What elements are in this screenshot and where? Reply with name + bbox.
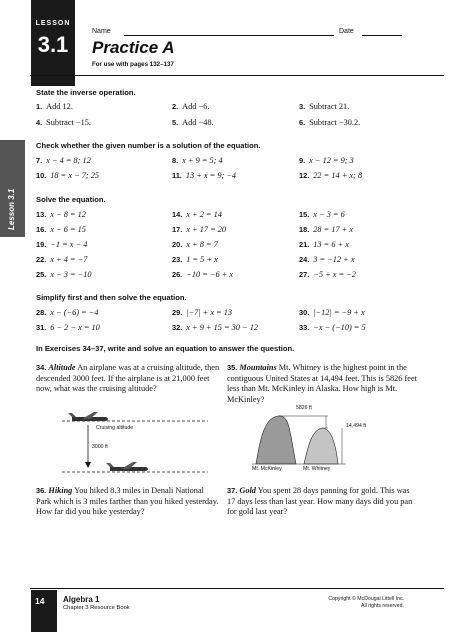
problem-7 [36, 156, 91, 165]
height-label: 14,494 ft [346, 423, 367, 429]
problem-number: 14. [172, 210, 183, 219]
page-number: 14 [35, 596, 45, 606]
problem-5 [172, 118, 214, 127]
problem-text: x − 3 = −10 [50, 270, 92, 279]
descent-label: 3000 ft [92, 444, 108, 450]
problem-text: 1 = 5 + x [186, 255, 218, 264]
problem-text: −10 = −6 + x [186, 270, 234, 279]
section-heading-solve: Solve the equation. [36, 195, 106, 204]
problem-text: x − 12 = 9; 3 [309, 156, 354, 165]
copyright-line: Copyright © McDougal Littell Inc. [328, 596, 404, 602]
problem-35 [227, 363, 417, 405]
problem-text: You hiked 8.3 miles in Denali National Park which is 3 miles farther than you hiked yesterday. How far did you hike yesterday? [36, 486, 219, 517]
problem-number: 27. [299, 270, 310, 279]
problem-number: 16. [36, 225, 47, 234]
problem-text: x + 8 = 7 [186, 240, 218, 249]
problem-number: 6. [299, 118, 306, 127]
problem-10 [36, 171, 99, 180]
problem-number: 30. [299, 308, 310, 317]
problem-30 [299, 308, 365, 317]
problem-37 [227, 486, 417, 518]
problem-number: 31. [36, 323, 47, 332]
problem-label: Mountains [239, 363, 277, 372]
problem-text: 28 = 17 + x [313, 225, 354, 234]
problem-23 [172, 255, 218, 264]
problem-1 [36, 102, 73, 111]
rights-line: All rights reserved. [361, 603, 404, 609]
airplane-figure [58, 412, 218, 480]
problem-22 [36, 255, 87, 264]
book-title: Algebra 1 [63, 595, 100, 604]
cruising-altitude-label: Cruising altitude [96, 425, 134, 431]
problem-text: x + 9 = 5; 4 [182, 156, 223, 165]
problem-number: 11. [172, 171, 182, 180]
problem-number: 32. [172, 323, 183, 332]
problem-number: 33. [299, 323, 310, 332]
problem-text: You spent 28 days panning for gold. This was 17 days less than last year. How many days did you pan for gold last year? [227, 486, 413, 517]
problem-number: 19. [36, 240, 47, 249]
header-divider [30, 75, 444, 76]
problem-number: 12. [299, 171, 310, 180]
problem-number: 1. [36, 102, 43, 111]
side-tab [0, 140, 25, 237]
problem-number: 7. [36, 156, 43, 165]
problem-18 [299, 225, 353, 234]
problem-number: 35. [227, 363, 238, 372]
problem-number: 26. [172, 270, 183, 279]
problem-9 [299, 156, 354, 165]
problem-33 [299, 323, 366, 332]
page-title: Practice A [92, 38, 175, 57]
difference-label: 5826 ft [296, 405, 312, 411]
problem-text: −x − (−10) = 5 [313, 323, 366, 332]
chapter-label: Chapter 3 Resource Book [63, 605, 130, 611]
problem-text: Add −48. [182, 118, 214, 127]
problem-15 [299, 210, 345, 219]
problem-number: 9. [299, 156, 306, 165]
problem-number: 37. [227, 486, 238, 495]
problem-text: −1 = x − 4 [50, 240, 88, 249]
problem-21 [299, 240, 349, 249]
problem-13 [36, 210, 86, 219]
problem-number: 25. [36, 270, 47, 279]
problem-text: An airplane was at a cruising altitude, then descended 3000 feet. If the airplane is at 21,000 feet now, what was the cruising altitude? [36, 363, 220, 394]
problem-number: 34. [36, 363, 47, 372]
problem-number: 18. [299, 225, 310, 234]
problem-36 [36, 486, 220, 518]
mountain-figure [250, 410, 400, 466]
page-number-box [31, 590, 57, 632]
problem-16 [36, 225, 86, 234]
airplane-top-icon [68, 412, 108, 421]
section-heading-inverse: State the inverse operation. [36, 88, 136, 97]
airplane-bottom-icon [106, 462, 148, 471]
problem-27 [299, 270, 356, 279]
page-subtitle: For use with pages 132–137 [92, 61, 174, 68]
problem-34 [36, 363, 220, 395]
problem-29 [172, 308, 232, 317]
problem-26 [172, 270, 233, 279]
side-tab-label: Lesson 3.1 [7, 188, 16, 230]
section-heading-simplify: Simplify first and then solve the equation. [36, 293, 187, 302]
problem-32 [172, 323, 258, 332]
problem-text: Mt. Whitney is the highest point in the contiguous United States at 14,494 feet. This is 5826 feet less than Mt. McKinley in Alaska. How high is Mt. McKinley? [227, 363, 417, 404]
problem-number: 10. [36, 171, 47, 180]
problem-number: 15. [299, 210, 310, 219]
problem-text: |−12| = −9 + x [313, 308, 365, 317]
problem-number: 29. [172, 308, 183, 317]
problem-12 [299, 171, 362, 180]
problem-number: 20. [172, 240, 183, 249]
problem-number: 21. [299, 240, 310, 249]
problem-14 [172, 210, 222, 219]
problem-number: 5. [172, 118, 179, 127]
problem-text: Subtract −15. [46, 118, 91, 127]
mt-mckinley-label: Mt. McKinley [252, 466, 282, 472]
problem-31 [36, 323, 100, 332]
problem-number: 17. [172, 225, 183, 234]
problem-3 [299, 102, 349, 111]
problem-text: x − 3 = 6 [313, 210, 345, 219]
problem-text: 18 = x − 7; 25 [50, 171, 100, 180]
arrow-head-icon [85, 462, 91, 468]
problem-text: 13 + x = 9; −4 [185, 171, 237, 180]
problem-text: Add −6. [182, 102, 210, 111]
problem-number: 28. [36, 308, 47, 317]
problem-text: x + 2 = 14 [186, 210, 222, 219]
problem-text: x − 4 = 8; 12 [46, 156, 91, 165]
mt-whitney-shape [304, 428, 338, 464]
problem-label: Hiking [48, 486, 73, 495]
section-heading-word: In Exercises 34–37, write and solve an equation to answer the question. [36, 344, 295, 353]
copyright-notice [300, 596, 404, 610]
problem-text: x − (−6) = −4 [50, 308, 99, 317]
problem-number: 2. [172, 102, 179, 111]
problem-8 [172, 156, 223, 165]
problem-text: 3 = −12 + x [313, 255, 355, 264]
lesson-label: LESSON [35, 20, 71, 27]
problem-24 [299, 255, 355, 264]
section-heading-check: Check whether the given number is a solution of the equation. [36, 141, 261, 150]
mt-mckinley-shape [256, 416, 296, 464]
problem-text: |−7| + x = 13 [186, 308, 233, 317]
lesson-number: 3.1 [37, 32, 69, 57]
problem-11 [172, 171, 236, 180]
problem-text: 6 − 2 − x = 10 [50, 323, 100, 332]
problem-label: Gold [239, 486, 256, 495]
problem-2 [172, 102, 209, 111]
problem-text: Add 12. [46, 102, 73, 111]
problem-4 [36, 118, 91, 127]
date-field[interactable] [362, 35, 402, 36]
mt-whitney-label: Mt. Whitney [303, 466, 331, 472]
problem-number: 13. [36, 210, 47, 219]
problem-19 [36, 240, 87, 249]
problem-20 [172, 240, 218, 249]
name-field[interactable] [124, 35, 334, 36]
problem-number: 8. [172, 156, 179, 165]
problem-number: 23. [172, 255, 183, 264]
problem-text: x + 4 = −7 [50, 255, 88, 264]
lesson-badge [31, 0, 75, 86]
problem-17 [172, 225, 226, 234]
problem-text: 22 = 14 + x; 8 [313, 171, 363, 180]
problem-number: 3. [299, 102, 306, 111]
problem-number: 22. [36, 255, 47, 264]
problem-text: x − 8 = 12 [50, 210, 86, 219]
problem-number: 4. [36, 118, 43, 127]
name-label: Name [92, 28, 111, 35]
problem-text: Subtract −30.2. [309, 118, 361, 127]
problem-number: 36. [36, 486, 47, 495]
problem-text: 13 = 6 + x [313, 240, 349, 249]
problem-text: x − 6 = 15 [50, 225, 86, 234]
problem-25 [36, 270, 92, 279]
problem-text: −5 + x = −2 [313, 270, 356, 279]
problem-text: x + 17 = 20 [186, 225, 227, 234]
footer-divider [30, 588, 444, 589]
problem-label: Altitude [48, 363, 76, 372]
problem-number: 24. [299, 255, 310, 264]
date-label: Date [339, 28, 354, 35]
problem-6 [299, 118, 360, 127]
problem-text: Subtract 21. [309, 102, 350, 111]
problem-text: x + 9 + 15 = 30 − 12 [186, 323, 258, 332]
problem-28 [36, 308, 98, 317]
